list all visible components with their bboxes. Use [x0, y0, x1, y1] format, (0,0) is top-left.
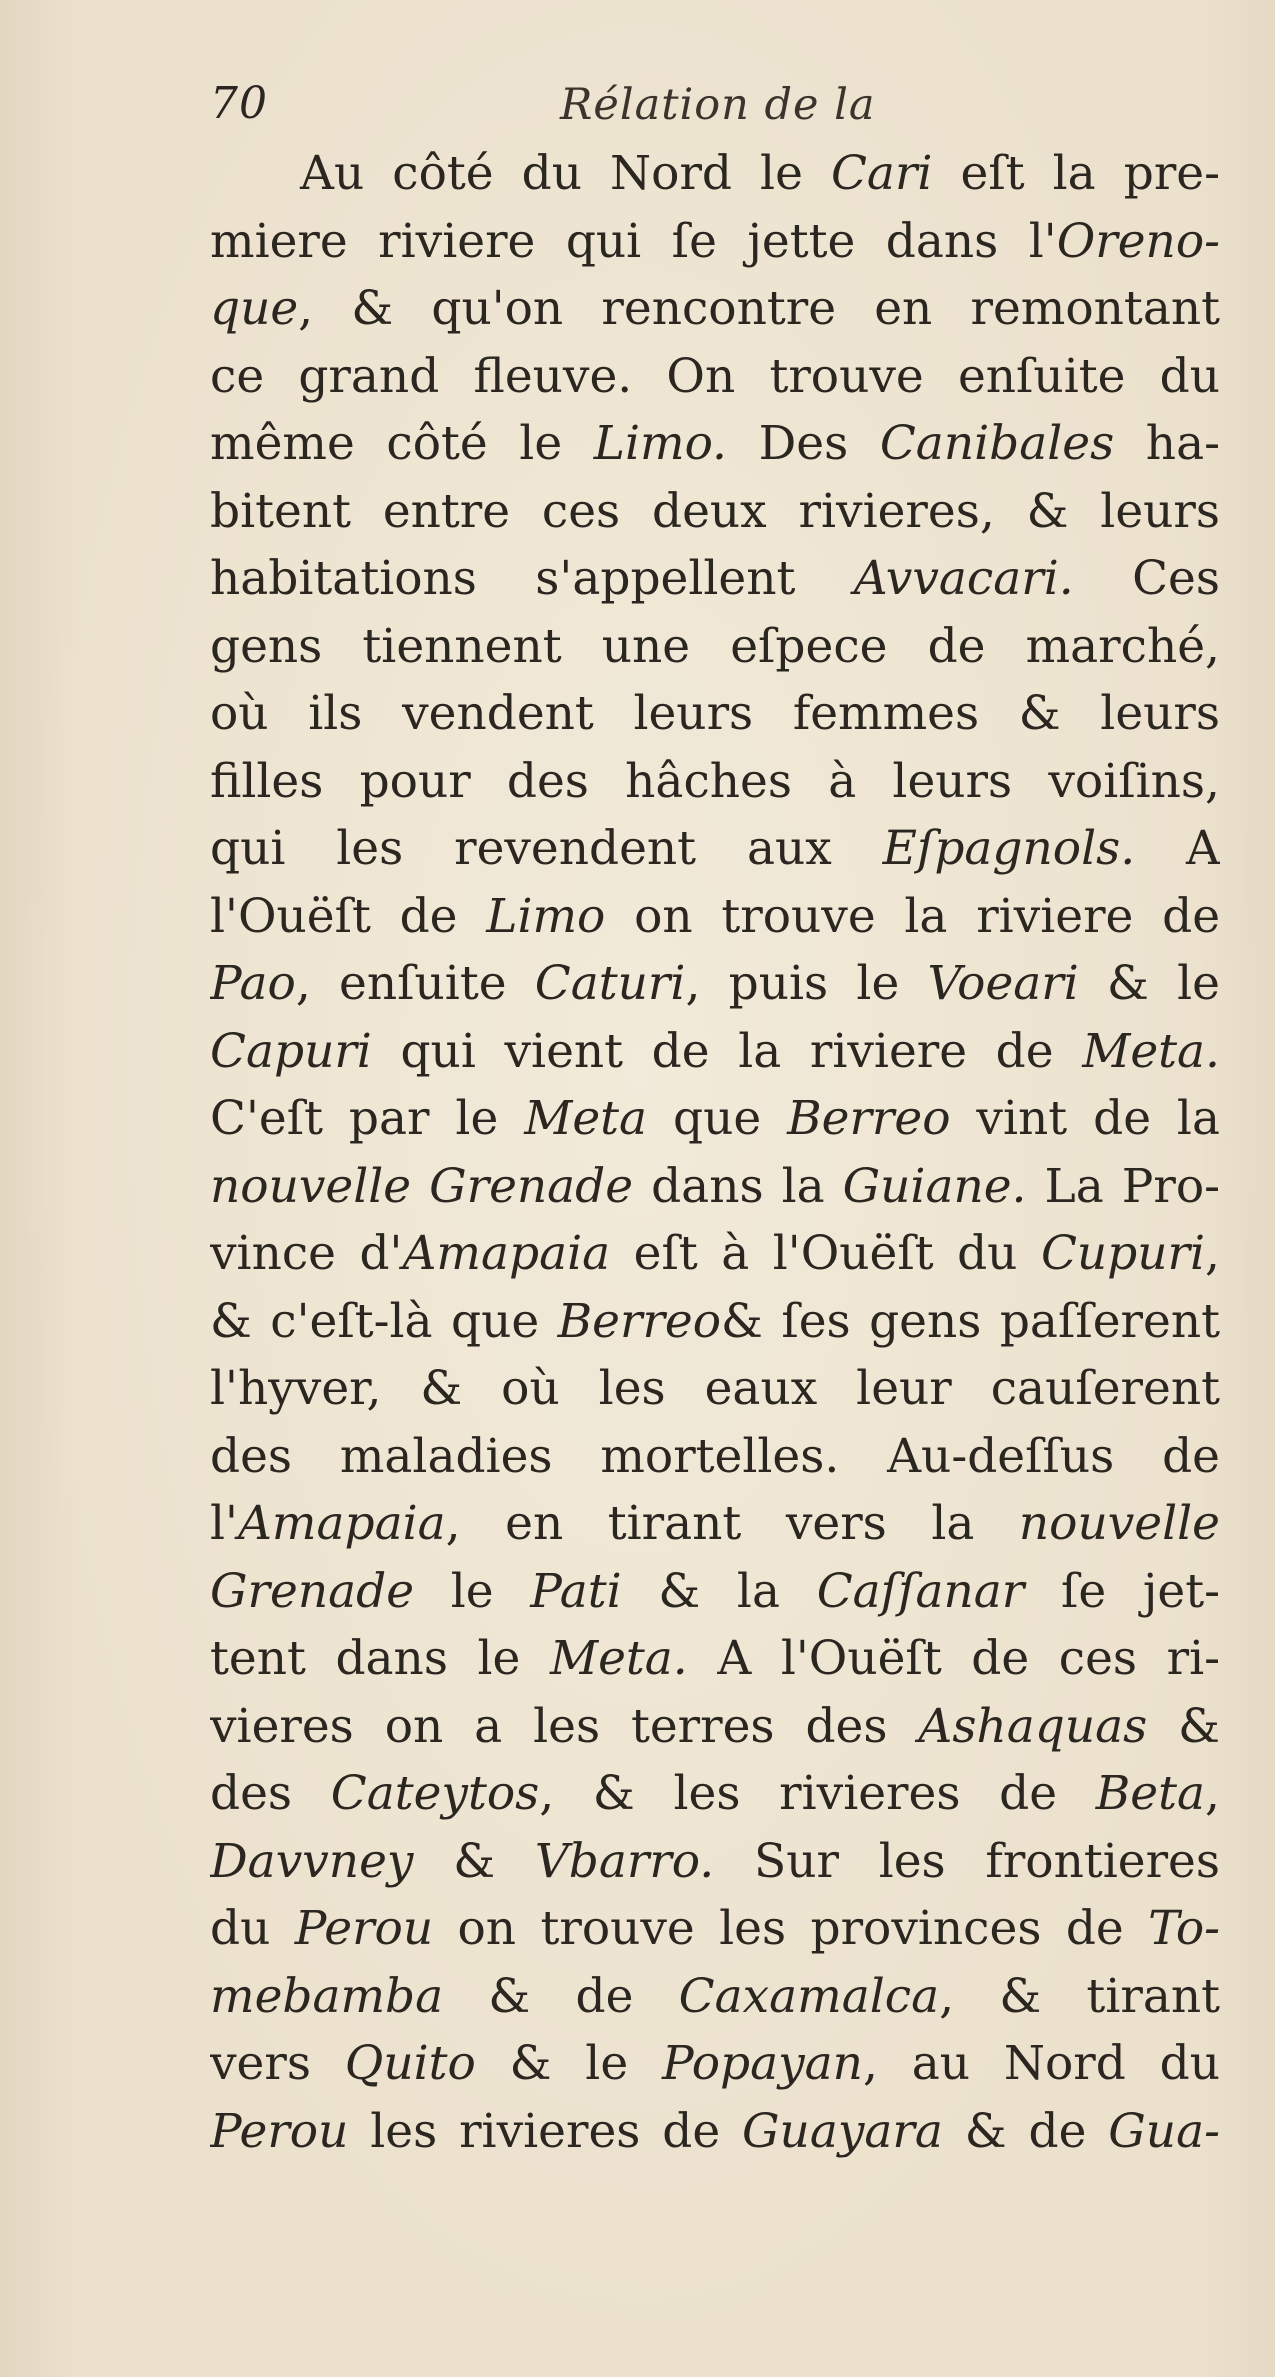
- text-line: [210, 1828, 1220, 1896]
- text-segment: qui vient de la riviere de: [371, 1023, 1083, 1079]
- italic-text: Caxamalca: [678, 1968, 940, 2024]
- text-segment: l': [210, 1496, 238, 1551]
- text-segment: on trouve les provinces de: [433, 1901, 1149, 1956]
- italic-text: Quito: [344, 2036, 476, 2091]
- italic-text: Beta: [1095, 1766, 1206, 1821]
- text-segment: ce grand fleuve. On trouve enſuite du: [210, 348, 1220, 404]
- text-segment: l'Ouëſt de: [210, 888, 487, 944]
- text-segment: le: [414, 1563, 531, 1619]
- text-segment: on trouve la riviere de: [605, 888, 1220, 944]
- text-line: [210, 815, 1220, 883]
- text-line: [210, 410, 1220, 478]
- text-segment: Sur les frontieres: [714, 1833, 1220, 1889]
- italic-text: Pati: [530, 1563, 622, 1619]
- text-line: [210, 1085, 1220, 1153]
- page-header: [210, 78, 1190, 148]
- text-line: [210, 275, 1220, 343]
- text-segment: A l'Ouëſt de ces ri-: [687, 1631, 1220, 1686]
- text-segment: habitations s'appellent: [210, 551, 854, 606]
- text-segment: & de: [443, 1968, 679, 2024]
- text-segment: gens tiennent une eſpece de marché,: [210, 618, 1220, 674]
- text-line: [210, 1423, 1220, 1491]
- italic-text: Perou: [294, 1901, 434, 1956]
- italic-text: Berreo: [557, 1293, 722, 1349]
- italic-text: Meta.: [1082, 1023, 1220, 1079]
- text-segment: vieres on a les terres des: [210, 1698, 919, 1754]
- text-segment: bitent entre ces deux rivieres, & leurs: [210, 483, 1220, 539]
- italic-text: Perou: [210, 2103, 349, 2159]
- text-segment: & le: [475, 2036, 662, 2091]
- text-segment: vers: [210, 2036, 345, 2091]
- italic-text: Canibales: [879, 416, 1115, 471]
- text-segment: ſe jet-: [1024, 1563, 1220, 1619]
- text-line: [210, 950, 1220, 1018]
- text-segment: eſt à l'Ouëſt du: [610, 1226, 1041, 1281]
- text-segment: &: [413, 1833, 535, 1889]
- italic-text: Meta.: [549, 1631, 688, 1686]
- text-line: [210, 478, 1220, 546]
- text-line: [210, 748, 1220, 816]
- text-segment: même côté le: [210, 416, 594, 471]
- text-segment: ha-: [1114, 416, 1220, 471]
- italic-text: Meta: [524, 1091, 648, 1146]
- italic-text: Popayan: [661, 2036, 863, 2091]
- text-segment: , & les rivieres de: [539, 1766, 1096, 1821]
- text-line: [210, 613, 1220, 681]
- text-segment: & de: [942, 2103, 1109, 2159]
- text-line: [210, 1018, 1220, 1086]
- text-segment: filles pour des hâches à leurs voiſins,: [210, 753, 1220, 809]
- text-segment: & le: [1078, 956, 1220, 1011]
- italic-text: To-: [1148, 1901, 1220, 1956]
- text-segment: &: [1147, 1698, 1220, 1754]
- italic-text: que: [210, 281, 299, 336]
- text-segment: miere riviere qui ſe jette dans l': [210, 213, 1057, 269]
- italic-text: Amapaia: [237, 1496, 446, 1551]
- text-line: [210, 1355, 1220, 1423]
- text-segment: ,: [1205, 1766, 1220, 1821]
- text-line: [210, 1693, 1220, 1761]
- text-line: [210, 1625, 1220, 1693]
- text-line: [210, 883, 1220, 951]
- text-segment: & la: [621, 1563, 817, 1619]
- italic-text: Oreno-: [1056, 213, 1220, 269]
- text-segment: Ces: [1073, 551, 1220, 606]
- italic-text: mebamba: [210, 1968, 444, 2024]
- italic-text: Limo: [486, 888, 606, 944]
- text-segment: tent dans le: [210, 1631, 550, 1686]
- text-segment: , puis le: [685, 956, 928, 1011]
- text-segment: vint de la: [950, 1091, 1220, 1146]
- italic-text: Pao: [210, 956, 296, 1011]
- text-segment: A: [1135, 821, 1220, 876]
- italic-text: Ashaquas: [918, 1698, 1148, 1754]
- text-segment: des: [210, 1766, 331, 1821]
- text-segment: La Pro-: [1026, 1158, 1220, 1214]
- italic-text: Grenade: [210, 1563, 415, 1619]
- text-segment: où ils vendent leurs femmes & leurs: [210, 686, 1220, 741]
- text-line: [210, 2030, 1220, 2098]
- text-segment: dans la: [633, 1158, 843, 1214]
- text-segment: l'hyver, & où les eaux leur cauſerent: [210, 1361, 1220, 1416]
- page-number: 70: [210, 78, 268, 129]
- italic-text: Guiane.: [842, 1158, 1027, 1214]
- italic-text: Berreo: [787, 1091, 951, 1146]
- text-line: [210, 1760, 1220, 1828]
- text-segment: & c'eſt-là que: [210, 1293, 558, 1349]
- text-segment: , au Nord du: [862, 2036, 1220, 2091]
- italic-text: Gua-: [1108, 2103, 1220, 2159]
- italic-text: Vbarro.: [534, 1833, 715, 1889]
- italic-text: Avvacari.: [853, 551, 1074, 606]
- text-line: [210, 1895, 1220, 1963]
- text-segment: les rivieres de: [348, 2103, 743, 2159]
- italic-text: Voeari: [927, 956, 1079, 1011]
- text-segment: , & qu'on rencontre en remontant: [298, 281, 1220, 336]
- text-line: [210, 1220, 1220, 1288]
- text-line: [210, 1558, 1220, 1626]
- italic-text: nouvelle Grenade: [210, 1158, 634, 1214]
- italic-text: Caturi: [534, 956, 686, 1011]
- text-segment: C'eſt par le: [210, 1091, 525, 1146]
- italic-text: Davvney: [210, 1833, 414, 1889]
- text-line: [210, 1963, 1220, 2031]
- text-line: [210, 1153, 1220, 1221]
- text-segment: vince d': [210, 1226, 403, 1281]
- text-segment: Des: [727, 416, 880, 471]
- text-line: [210, 1288, 1220, 1356]
- text-line: [210, 208, 1220, 276]
- text-segment: du: [210, 1901, 295, 1956]
- italic-text: Eſpagnols.: [882, 821, 1136, 876]
- text-segment: , en tirant vers la: [445, 1496, 1019, 1551]
- italic-text: Guayara: [742, 2103, 943, 2159]
- text-line: [210, 545, 1220, 613]
- italic-text: Cupuri: [1040, 1226, 1206, 1281]
- italic-text: Cari: [830, 146, 933, 201]
- text-segment: que: [647, 1091, 788, 1146]
- text-segment: , & tirant: [939, 1968, 1220, 2024]
- text-segment: Au côté du Nord le: [300, 146, 831, 201]
- italic-text: Cateytos: [330, 1766, 540, 1821]
- body-text: [210, 140, 1220, 2165]
- text-segment: qui les revendent aux: [210, 821, 883, 876]
- text-segment: ,: [1205, 1226, 1220, 1281]
- italic-text: Amapaia: [402, 1226, 611, 1281]
- text-segment: eſt la pre-: [932, 146, 1220, 201]
- text-segment: & ſes gens paſſerent: [721, 1293, 1220, 1349]
- italic-text: Capuri: [210, 1023, 372, 1079]
- text-line: [210, 2098, 1220, 2166]
- text-line: [210, 343, 1220, 411]
- text-segment: , enſuite: [295, 956, 535, 1011]
- text-line: [210, 680, 1220, 748]
- text-segment: des maladies mortelles. Au-deſſus de: [210, 1428, 1220, 1484]
- italic-text: nouvelle: [1018, 1496, 1220, 1551]
- text-line: [210, 1490, 1220, 1558]
- italic-text: Limo.: [593, 416, 727, 471]
- running-title: Rélation de la: [560, 80, 876, 130]
- italic-text: Caſſanar: [816, 1563, 1025, 1619]
- text-line: [210, 140, 1220, 208]
